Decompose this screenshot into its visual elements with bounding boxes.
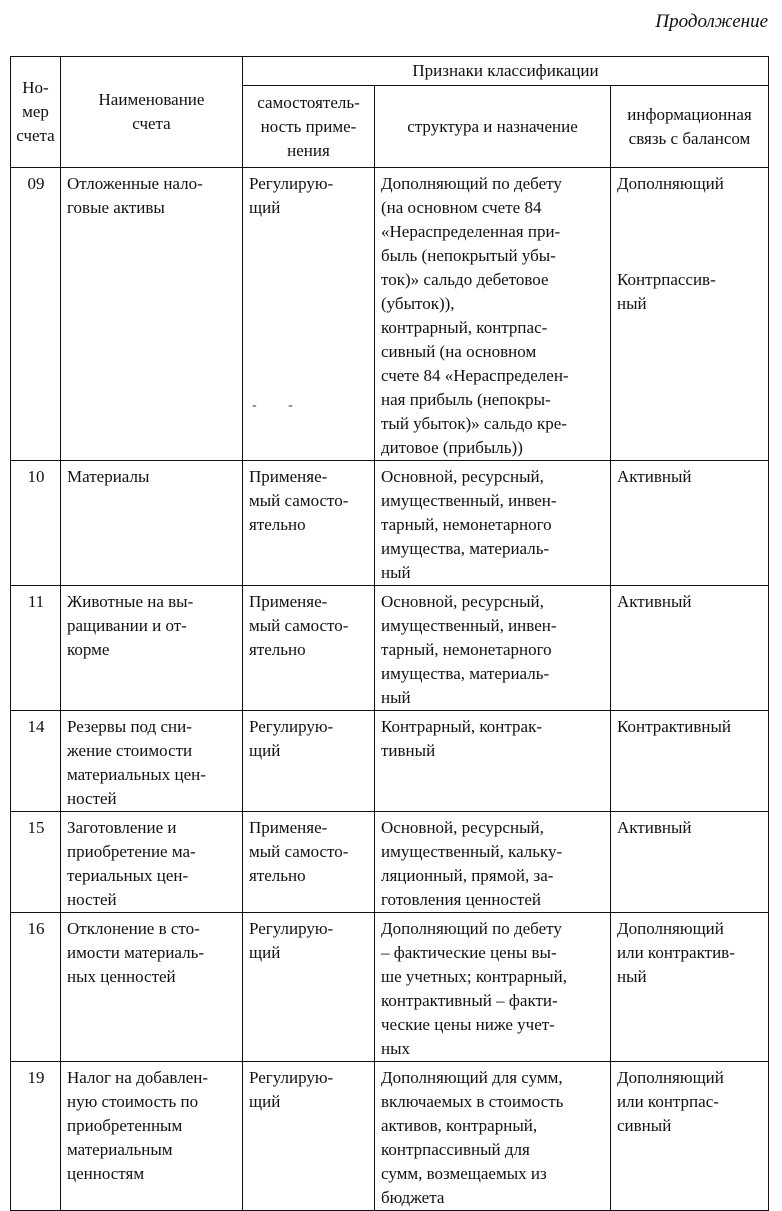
account-structure: Основной, ресурсный, имущественный, инвен- тарный, немонетарного имущества, материаль- ный [375,586,611,711]
header-independence: самостоятель- ность приме- нения [243,86,375,168]
account-classification-table [10,56,769,1211]
account-number: 11 [11,586,61,711]
account-independence: Регулирую- щий [243,913,375,1062]
account-independence: Регулирую- щий [243,711,375,812]
scan-artifact-marks: - - [252,398,307,413]
account-balance-link: Дополняющий или контрактив- ный [611,913,769,1062]
account-name: Заготовление и приобретение ма- териальных цен- ностей [61,812,243,913]
account-balance-link: Дополняющий Контрпассив- ный [611,168,769,461]
table-row [11,168,769,461]
account-name: Налог на добавлен- ную стоимость по приобретенным материальным ценностям [61,1062,243,1211]
header-structure: структура и назначение [375,86,611,168]
account-name: Отложенные нало- говые активы [61,168,243,461]
account-independence: Применяе- мый самосто- ятельно [243,586,375,711]
account-name: Резервы под сни- жение стоимости материальных цен- ностей [61,711,243,812]
account-independence: Применяе- мый самосто- ятельно [243,461,375,586]
header-account-name: Наименование счета [61,57,243,168]
table-row [11,461,769,586]
table-row [11,711,769,812]
table-header [11,57,769,168]
account-name: Отклонение в сто- имости материаль- ных ценностей [61,913,243,1062]
account-number: 09 [11,168,61,461]
account-independence: Регулирую- щий [243,168,375,461]
header-balance-link: информационная связь с балансом [611,86,769,168]
account-structure: Основной, ресурсный, имущественный, инвен- тарный, немонетарного имущества, материаль- ный [375,461,611,586]
header-account-number: Но- мер счета [11,57,61,168]
account-structure: Контрарный, контрак- тивный [375,711,611,812]
account-balance-link: Активный [611,586,769,711]
account-structure: Дополняющий для сумм, включаемых в стоимость активов, контрарный, контрпассивный для сумм, возмещаемых из бюджета [375,1062,611,1211]
account-independence: Регулирую- щий [243,1062,375,1211]
table-row [11,812,769,913]
header-classification-group: Признаки классификации [243,57,769,86]
account-number: 19 [11,1062,61,1211]
account-number: 15 [11,812,61,913]
account-name: Материалы [61,461,243,586]
account-independence: Применяе- мый самосто- ятельно [243,812,375,913]
account-name: Животные на вы- ращивании и от- корме [61,586,243,711]
account-number: 14 [11,711,61,812]
account-balance-link: Активный [611,812,769,913]
account-structure: Дополняющий по дебету (на основном счете 84 «Нераспределенная при- быль (непокрытый убы- ток)» сальдо дебетовое (убыток)), контрарный, контрпас- сивный (на основном счете 84 «Нераспределен- ная прибыль (непокры- тый убыток)» сальдо кре- дитовое (прибыль)) [375,168,611,461]
account-balance-link: Дополняющий или контрпас- сивный [611,1062,769,1211]
account-number: 10 [11,461,61,586]
account-structure: Дополняющий по дебету – фактические цены вы- ше учетных; контрарный, контрактивный – факти- ческие цены ниже учет- ных [375,913,611,1062]
account-balance-link: Контрактивный [611,711,769,812]
account-number: 16 [11,913,61,1062]
continuation-label: Продолжение [655,11,768,32]
account-structure: Основной, ресурсный, имущественный, кальку- ляционный, прямой, за- готовления ценностей [375,812,611,913]
table-row [11,1062,769,1211]
account-balance-link: Активный [611,461,769,586]
table-row [11,586,769,711]
table-row [11,913,769,1062]
